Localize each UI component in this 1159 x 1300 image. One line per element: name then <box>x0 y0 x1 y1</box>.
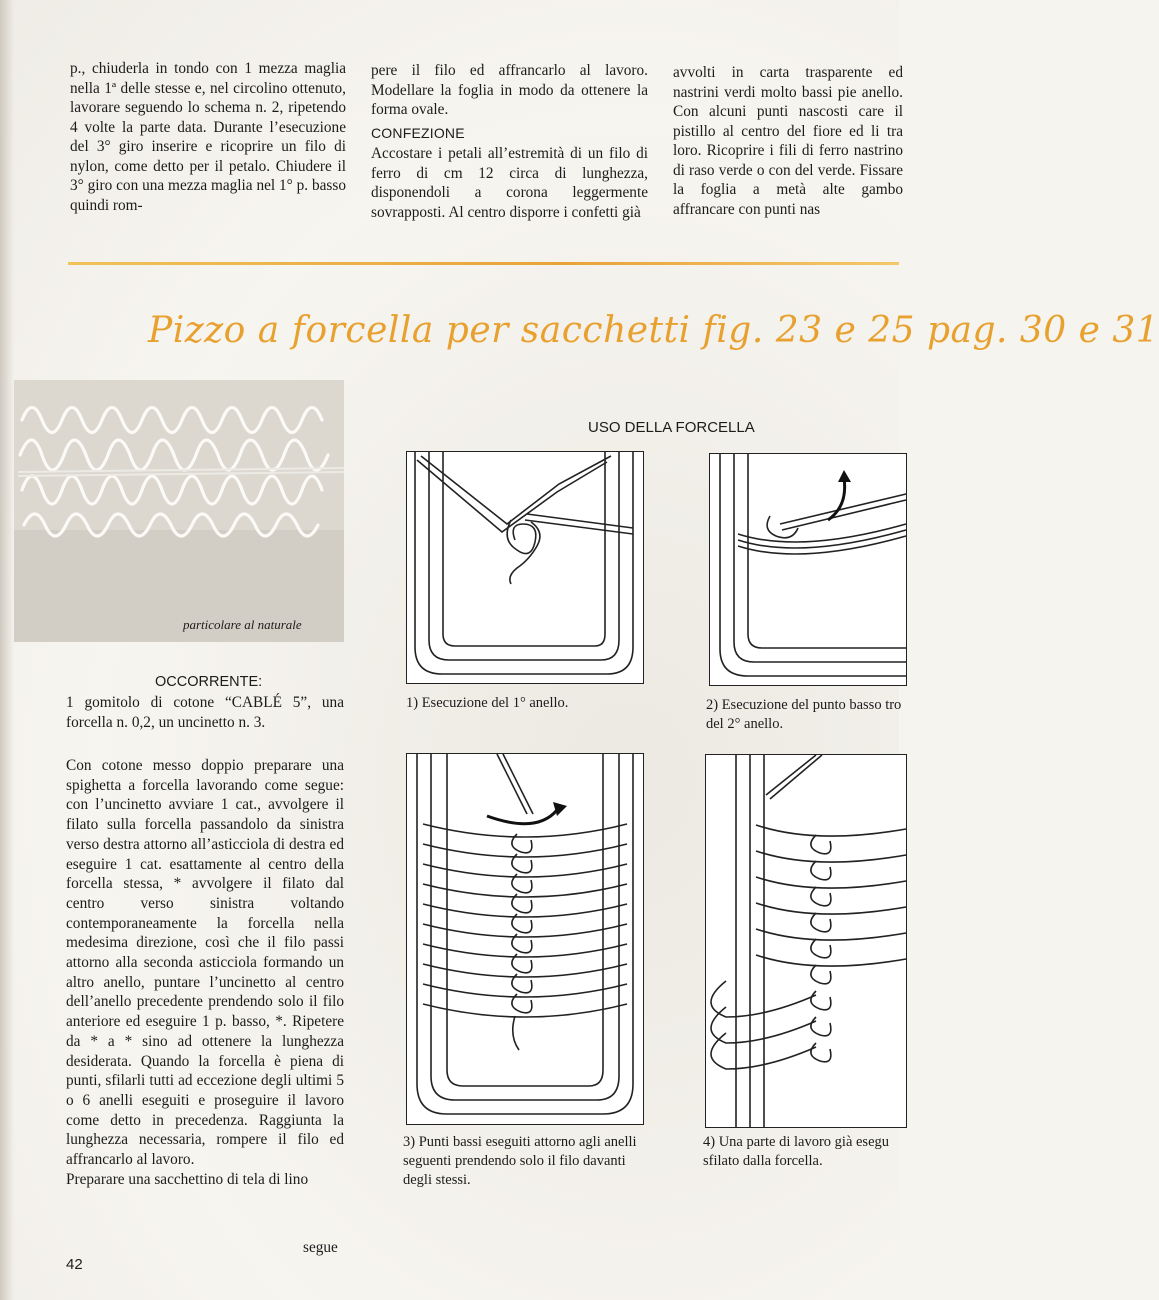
diagram-1-drawing <box>407 452 643 683</box>
diagram-4-caption: 4) Una parte di lavoro già esegu sfilato dalla forcella. <box>703 1134 890 1169</box>
occorrente-text: 1 gomitolo di cotone “CABLÉ 5”, una forcella n. 0,2, un uncinetto n. 3. <box>66 694 344 731</box>
instructions-block <box>66 756 344 1189</box>
top-column-2 <box>371 61 648 222</box>
section-rule <box>68 262 899 265</box>
diagram-1 <box>406 451 644 684</box>
occorrente-heading: OCCORRENTE: <box>155 674 263 690</box>
segue-label: segue <box>303 1239 338 1256</box>
top-column-3 <box>673 63 903 223</box>
top-column-3-text: avvolti in carta trasparente ed nastrini verdi molto bassi pie anello. Con alcuni punti nascosti care il pistillo al centro del fiore ed li tra loro. Ricoprire i fili di ferro nastrino di raso verde o con del verde. Fissare la foglia a metà alte gambo affrancare con punti nas <box>673 64 903 218</box>
gutter-shadow <box>0 0 14 1300</box>
diagram-1-caption: 1) Esecuzione del 1° anello. <box>406 695 569 711</box>
diagram-4-drawing <box>706 755 906 1127</box>
lace-photo <box>14 380 344 642</box>
top-column-2-text1: pere il filo ed affrancarlo al lavoro. Modellare la foglia in modo da ottenere la forma ovale. <box>371 62 648 118</box>
diagram-3-drawing <box>407 754 643 1124</box>
diagram-4 <box>705 754 907 1128</box>
instructions-text: Con cotone messo doppio preparare una spighetta a forcella lavorando come segue: con l’uncinetto avviare 1 cat., avvolgere il filato sulla forcella passandolo da sinistra verso destra attorno all’asticciola di destra ed eseguire 1 cat. esattamente al centro della forcella stessa, * avvolgere il filato dal centro verso sinistra voltando contemporaneamente la forcella nella medesima direzione, così che il filo passi attorno alla seconda asticciola formando un altro anello, puntare l’uncinetto al centro dell’anello precedente prendendo solo il filo anteriore ed eseguire 1 p. basso, *. Ripetere da * a * sino ad ottenere la lunghezza desiderata. Quando la forcella è piena di punti, sfilarli tutti ad eccezione degli ultimi 5 o 6 anelli eseguiti e proseguire il lavoro come detto in precedenza. Raggiunta la lunghezza necessaria, rompere il filo ed affrancarlo al lavoro. <box>66 757 344 1169</box>
top-column-1 <box>70 59 346 215</box>
page-number: 42 <box>66 1256 83 1273</box>
diagrams-header: USO DELLA FORCELLA <box>588 419 755 436</box>
diagram-3-caption: 3) Punti bassi eseguiti attorno agli anelli seguenti prendendo solo il filo davanti degli stessi. <box>403 1134 637 1188</box>
diagram-2-drawing <box>710 454 906 685</box>
confezione-heading: CONFEZIONE <box>371 124 465 141</box>
instructions-last-line: Preparare una sacchettino di tela di lino <box>66 1170 309 1188</box>
section-title: Pizzo a forcella per sacchetti fig. 23 e 25 pag. 30 e 31 <box>148 310 1159 351</box>
top-column-1-text: p., chiuderla in tondo con 1 mezza maglia nella 1ª delle stesse e, nel circolino ottenuto, lavorare seguendo lo schema n. 2, ripetendo 4 volte la parte data. Durante l’esecuzione del 3° giro inserire e ricoprire un filo di nylon, come detto per il petalo. Chiudere il 3° giro con una mezza maglia nel 1° p. basso quindi rom- <box>70 60 346 214</box>
top-column-2-text2: Accostare i petali all’estremità di un filo di ferro di cm 12 circa di lunghezza, disponendoli a corona leggermente sovrapposti. Al centro disporre i confetti già <box>371 145 648 221</box>
lace-illustration <box>14 380 344 642</box>
diagram-2 <box>709 453 907 686</box>
occorrente-block <box>66 693 344 732</box>
diagram-3 <box>406 753 644 1125</box>
diagram-2-caption: 2) Esecuzione del punto basso tro del 2° anello. <box>706 697 902 732</box>
photo-caption: particolare al naturale <box>183 617 302 632</box>
